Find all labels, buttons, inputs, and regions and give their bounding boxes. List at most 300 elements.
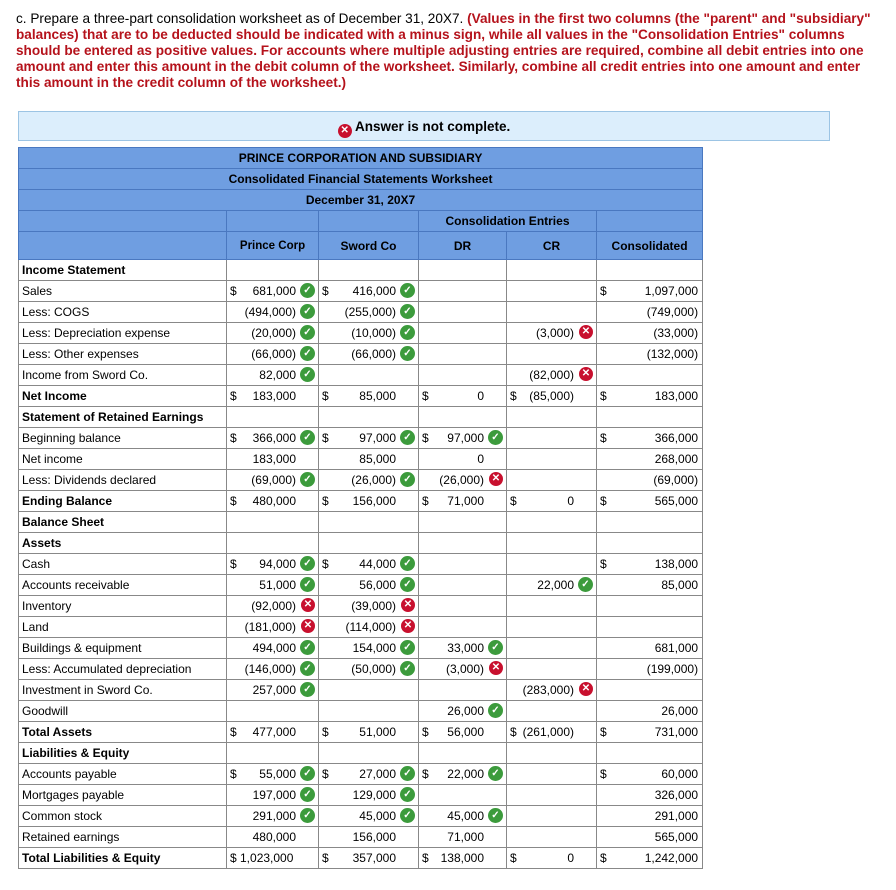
cell-value[interactable]: 197,000: [252, 788, 296, 802]
cell-dr: [419, 533, 507, 554]
cell-sword[interactable]: [319, 386, 419, 407]
cell-prince[interactable]: [227, 281, 319, 302]
cell-prince[interactable]: [227, 701, 319, 722]
cell-consolidated[interactable]: [597, 848, 703, 869]
cell-consolidated[interactable]: [597, 722, 703, 743]
worksheet-row: [19, 281, 703, 302]
check-circle-icon: ✓: [300, 808, 315, 823]
cell-prince: [227, 260, 319, 281]
cell-dr[interactable]: [419, 365, 507, 386]
cell-sword[interactable]: [319, 848, 419, 869]
cell-value[interactable]: (39,000): [351, 599, 396, 613]
row-label: Accounts receivable: [19, 575, 227, 596]
col-header-consolidated: Consolidated: [597, 232, 703, 260]
check-circle-icon: ✓: [488, 703, 503, 718]
row-label: Ending Balance: [19, 491, 227, 512]
cell-value: 480,000: [252, 494, 296, 508]
cell-prince[interactable]: [227, 638, 319, 659]
dollar-sign: $: [510, 851, 517, 865]
cell-prince[interactable]: [227, 764, 319, 785]
x-circle-icon: ✕: [489, 661, 503, 675]
cell-consolidated[interactable]: [597, 701, 703, 722]
cell-cr[interactable]: [507, 449, 597, 470]
cell-dr[interactable]: [419, 428, 507, 449]
cell-dr[interactable]: [419, 806, 507, 827]
cell-dr[interactable]: [419, 281, 507, 302]
dollar-sign: $: [422, 767, 429, 781]
x-circle-icon: ✕: [489, 472, 503, 486]
cell-value[interactable]: (283,000): [522, 683, 574, 697]
check-circle-icon: ✓: [300, 367, 315, 382]
cell-sword[interactable]: [319, 470, 419, 491]
cell-sword[interactable]: [319, 722, 419, 743]
worksheet-row: [19, 638, 703, 659]
cell-value[interactable]: (66,000): [351, 347, 396, 361]
check-circle-icon: ✓: [300, 766, 315, 781]
worksheet-row: [19, 554, 703, 575]
cell-value: 477,000: [252, 725, 296, 739]
dollar-sign: $: [600, 284, 607, 298]
cell-consolidated[interactable]: [597, 827, 703, 848]
worksheet-row: [19, 743, 703, 764]
dollar-sign: $: [230, 557, 237, 571]
cell-sword: [319, 743, 419, 764]
cell-value[interactable]: 97,000: [447, 431, 484, 445]
cell-sword[interactable]: [319, 680, 419, 701]
cell-value: 480,000: [252, 830, 296, 844]
cell-sword[interactable]: [319, 701, 419, 722]
check-circle-icon: ✓: [400, 283, 415, 298]
cell-value[interactable]: 416,000: [352, 284, 396, 298]
cell-value[interactable]: 138,000: [654, 557, 699, 571]
check-circle-icon: ✓: [400, 640, 415, 655]
cell-cr[interactable]: [507, 848, 597, 869]
cell-dr[interactable]: [419, 575, 507, 596]
worksheet-row: [19, 596, 703, 617]
worksheet-row: [19, 344, 703, 365]
cell-consolidated[interactable]: [597, 785, 703, 806]
cell-value[interactable]: (69,000): [251, 473, 296, 487]
row-label: Accounts payable: [19, 764, 227, 785]
dollar-sign: $: [510, 494, 517, 508]
row-label: Beginning balance: [19, 428, 227, 449]
cell-consolidated[interactable]: [597, 575, 703, 596]
cell-value: 183,000: [654, 389, 699, 403]
dollar-sign: $: [230, 284, 237, 298]
cell-dr[interactable]: [419, 701, 507, 722]
cell-value: 0: [477, 452, 484, 466]
dollar-sign: $: [600, 767, 607, 781]
cell-prince[interactable]: [227, 386, 319, 407]
cell-dr[interactable]: [419, 302, 507, 323]
cell-prince: [227, 533, 319, 554]
cell-dr[interactable]: [419, 470, 507, 491]
cell-dr[interactable]: [419, 848, 507, 869]
cell-consolidated[interactable]: [597, 659, 703, 680]
cell-dr[interactable]: [419, 554, 507, 575]
cell-sword[interactable]: [319, 554, 419, 575]
dollar-sign: $: [322, 431, 329, 445]
instructions-plain: c. Prepare a three-part consolidation worksheet as of December 31, 20X7.: [16, 11, 468, 26]
cell-prince[interactable]: [227, 449, 319, 470]
cell-cr[interactable]: [507, 764, 597, 785]
instructions-text: [16, 11, 878, 91]
row-label: Goodwill: [19, 701, 227, 722]
cell-value[interactable]: 22,000: [447, 767, 484, 781]
cell-value[interactable]: 26,000: [661, 704, 699, 718]
cell-cr[interactable]: [507, 428, 597, 449]
dollar-sign: $: [510, 389, 517, 403]
cell-cr: [507, 743, 597, 764]
check-circle-icon: ✓: [300, 346, 315, 361]
worksheet-row: [19, 806, 703, 827]
worksheet-row: [19, 785, 703, 806]
cell-dr[interactable]: [419, 680, 507, 701]
cell-cr[interactable]: [507, 827, 597, 848]
cell-prince: [227, 743, 319, 764]
consolidation-worksheet: [18, 147, 703, 869]
cell-dr[interactable]: [419, 659, 507, 680]
row-label: Mortgages payable: [19, 785, 227, 806]
cell-consolidated[interactable]: [597, 491, 703, 512]
row-label: Investment in Sword Co.: [19, 680, 227, 701]
row-label: Total Liabilities & Equity: [19, 848, 227, 869]
row-label: Less: Accumulated depreciation: [19, 659, 227, 680]
worksheet-date: December 31, 20X7: [19, 190, 703, 211]
cell-value[interactable]: (50,000): [351, 662, 396, 676]
cell-value[interactable]: (92,000): [251, 599, 296, 613]
row-label: Common stock: [19, 806, 227, 827]
cell-value[interactable]: 33,000: [447, 641, 484, 655]
cell-value[interactable]: 326,000: [654, 788, 699, 802]
cell-prince[interactable]: [227, 785, 319, 806]
cell-value[interactable]: (69,000): [653, 473, 699, 487]
check-circle-icon: ✓: [300, 430, 315, 445]
cell-cr[interactable]: [507, 575, 597, 596]
cell-value: 85,000: [359, 389, 396, 403]
cell-cr[interactable]: [507, 470, 597, 491]
row-label: Less: Depreciation expense: [19, 323, 227, 344]
dollar-sign: $: [322, 767, 329, 781]
answer-status-text: Answer is not complete.: [354, 119, 511, 134]
cell-cr[interactable]: [507, 365, 597, 386]
cell-dr[interactable]: [419, 827, 507, 848]
cell-value[interactable]: 27,000: [359, 767, 396, 781]
cell-value[interactable]: 94,000: [259, 557, 296, 571]
cell-value: 565,000: [654, 830, 699, 844]
cell-prince[interactable]: [227, 722, 319, 743]
cell-dr[interactable]: [419, 764, 507, 785]
row-label: Sales: [19, 281, 227, 302]
cell-dr[interactable]: [419, 617, 507, 638]
worksheet-row: [19, 659, 703, 680]
cell-value[interactable]: 681,000: [252, 284, 296, 298]
cell-sword[interactable]: [319, 449, 419, 470]
worksheet-row: [19, 617, 703, 638]
cell-consolidated[interactable]: [597, 680, 703, 701]
worksheet-row: [19, 386, 703, 407]
cell-value[interactable]: (146,000): [244, 662, 296, 676]
cell-prince[interactable]: [227, 659, 319, 680]
cell-value: 85,000: [359, 452, 396, 466]
dollar-sign: $: [600, 389, 607, 403]
cell-consolidated[interactable]: [597, 806, 703, 827]
cell-prince[interactable]: [227, 617, 319, 638]
cell-cr[interactable]: [507, 638, 597, 659]
check-circle-icon: ✓: [400, 430, 415, 445]
cell-cr[interactable]: [507, 323, 597, 344]
worksheet-row: [19, 512, 703, 533]
cell-sword[interactable]: [319, 281, 419, 302]
cell-value: (85,000): [529, 389, 574, 403]
cell-sword[interactable]: [319, 596, 419, 617]
col-header-dr: DR: [419, 232, 507, 260]
cell-value[interactable]: (749,000): [646, 305, 699, 319]
row-label: Total Assets: [19, 722, 227, 743]
cell-dr[interactable]: [419, 449, 507, 470]
check-circle-icon: ✓: [400, 577, 415, 592]
cell-prince[interactable]: [227, 302, 319, 323]
cell-prince[interactable]: [227, 848, 319, 869]
cell-consolidated[interactable]: [597, 428, 703, 449]
x-circle-icon: ✕: [579, 367, 593, 381]
cell-consolidated[interactable]: [597, 554, 703, 575]
check-circle-icon: ✓: [400, 304, 415, 319]
worksheet-subtitle: Consolidated Financial Statements Worksheet: [19, 169, 703, 190]
cell-cr[interactable]: [507, 701, 597, 722]
cell-cr[interactable]: [507, 554, 597, 575]
cell-value[interactable]: 56,000: [359, 578, 396, 592]
cell-value[interactable]: (26,000): [351, 473, 396, 487]
cell-value[interactable]: 366,000: [252, 431, 296, 445]
cell-sword[interactable]: [319, 365, 419, 386]
cell-value[interactable]: 55,000: [259, 767, 296, 781]
cell-value[interactable]: (20,000): [251, 326, 296, 340]
cell-prince[interactable]: [227, 344, 319, 365]
cell-consolidated[interactable]: [597, 638, 703, 659]
dollar-sign: $: [422, 725, 429, 739]
cell-cr[interactable]: [507, 617, 597, 638]
cell-sword[interactable]: [319, 491, 419, 512]
cell-sword: [319, 260, 419, 281]
check-circle-icon: ✓: [488, 766, 503, 781]
cell-prince[interactable]: [227, 428, 319, 449]
cell-consolidated[interactable]: [597, 596, 703, 617]
cell-value[interactable]: (181,000): [244, 620, 296, 634]
cell-cr[interactable]: [507, 722, 597, 743]
cell-sword[interactable]: [319, 764, 419, 785]
cell-cr[interactable]: [507, 281, 597, 302]
row-label: Land: [19, 617, 227, 638]
cell-value[interactable]: 45,000: [359, 809, 396, 823]
cell-consolidated[interactable]: [597, 470, 703, 491]
worksheet-row: [19, 491, 703, 512]
x-circle-icon: ✕: [338, 124, 352, 138]
cell-consolidated[interactable]: [597, 617, 703, 638]
cell-value[interactable]: (3,000): [445, 662, 484, 676]
col-header-prince: Prince Corp: [227, 232, 319, 260]
cell-prince[interactable]: [227, 491, 319, 512]
dollar-sign: $: [230, 431, 237, 445]
worksheet-row: [19, 323, 703, 344]
cell-cr[interactable]: [507, 386, 597, 407]
cell-value[interactable]: (255,000): [344, 305, 396, 319]
cell-value[interactable]: 257,000: [252, 683, 296, 697]
check-circle-icon: ✓: [300, 682, 315, 697]
row-label: Net Income: [19, 386, 227, 407]
check-circle-icon: ✓: [300, 787, 315, 802]
cell-prince[interactable]: [227, 554, 319, 575]
cell-cr[interactable]: [507, 680, 597, 701]
cell-cr[interactable]: [507, 806, 597, 827]
cell-value[interactable]: 681,000: [654, 641, 699, 655]
row-label: Assets: [19, 533, 227, 554]
cell-value[interactable]: (66,000): [251, 347, 296, 361]
cell-consolidated[interactable]: [597, 344, 703, 365]
cell-value[interactable]: 154,000: [352, 641, 396, 655]
cell-cr[interactable]: [507, 659, 597, 680]
cell-sword[interactable]: [319, 575, 419, 596]
cell-dr[interactable]: [419, 386, 507, 407]
cell-dr[interactable]: [419, 638, 507, 659]
cell-cr[interactable]: [507, 344, 597, 365]
worksheet-row: [19, 260, 703, 281]
cell-value[interactable]: (132,000): [646, 347, 699, 361]
cell-value[interactable]: (26,000): [439, 473, 484, 487]
worksheet-row: [19, 764, 703, 785]
check-circle-icon: ✓: [300, 556, 315, 571]
cell-sword[interactable]: [319, 344, 419, 365]
cell-value[interactable]: 1,097,000: [644, 284, 699, 298]
worksheet-row: [19, 701, 703, 722]
cell-value[interactable]: 129,000: [352, 788, 396, 802]
cell-value: 1,242,000: [644, 851, 699, 865]
cell-cr: [507, 533, 597, 554]
cell-dr[interactable]: [419, 722, 507, 743]
cell-value[interactable]: 51,000: [259, 578, 296, 592]
cell-consolidated[interactable]: [597, 764, 703, 785]
cell-value[interactable]: 97,000: [359, 431, 396, 445]
cell-value: 0: [567, 851, 574, 865]
cell-value: 156,000: [352, 830, 396, 844]
check-circle-icon: ✓: [300, 283, 315, 298]
cell-dr: [419, 407, 507, 428]
cell-consolidated[interactable]: [597, 386, 703, 407]
consolidation-entries-header: Consolidation Entries: [419, 211, 597, 232]
cell-prince[interactable]: [227, 827, 319, 848]
worksheet-row: [19, 722, 703, 743]
dollar-sign: $: [322, 284, 329, 298]
cell-dr[interactable]: [419, 323, 507, 344]
cell-value[interactable]: (114,000): [345, 620, 396, 634]
dollar-sign: $: [600, 557, 607, 571]
cell-sword[interactable]: [319, 659, 419, 680]
row-label: Statement of Retained Earnings: [19, 407, 227, 428]
cell-dr[interactable]: [419, 491, 507, 512]
cell-consolidated: [597, 743, 703, 764]
cell-sword[interactable]: [319, 827, 419, 848]
cell-value[interactable]: 494,000: [252, 641, 296, 655]
answer-status-banner: [18, 111, 830, 141]
cell-consolidated[interactable]: [597, 302, 703, 323]
dollar-sign: $: [322, 725, 329, 739]
cell-value[interactable]: 291,000: [654, 809, 699, 823]
cell-dr[interactable]: [419, 596, 507, 617]
cell-prince[interactable]: [227, 365, 319, 386]
cell-sword: [319, 533, 419, 554]
cell-cr[interactable]: [507, 491, 597, 512]
check-circle-icon: ✓: [300, 325, 315, 340]
cell-sword[interactable]: [319, 428, 419, 449]
cell-consolidated[interactable]: [597, 323, 703, 344]
cell-value[interactable]: 22,000: [537, 578, 574, 592]
cell-sword[interactable]: [319, 785, 419, 806]
check-circle-icon: ✓: [300, 640, 315, 655]
cell-consolidated[interactable]: [597, 449, 703, 470]
cell-prince[interactable]: [227, 470, 319, 491]
dollar-sign: $: [600, 851, 607, 865]
cell-value: 156,000: [352, 494, 396, 508]
cell-value[interactable]: (199,000): [646, 662, 699, 676]
cell-dr[interactable]: [419, 785, 507, 806]
cell-sword[interactable]: [319, 323, 419, 344]
cell-prince[interactable]: [227, 575, 319, 596]
cell-value[interactable]: (3,000): [535, 326, 574, 340]
cell-value[interactable]: 291,000: [252, 809, 296, 823]
x-circle-icon: ✕: [401, 619, 415, 633]
cell-sword[interactable]: [319, 806, 419, 827]
check-circle-icon: ✓: [488, 430, 503, 445]
cell-value: $ 1,023,000: [230, 851, 294, 865]
cell-value[interactable]: 45,000: [447, 809, 484, 823]
dollar-sign: $: [600, 431, 607, 445]
cell-value[interactable]: (82,000): [529, 368, 574, 382]
col-header-sword: Sword Co: [319, 232, 419, 260]
cell-sword[interactable]: [319, 638, 419, 659]
cell-cr[interactable]: [507, 596, 597, 617]
cell-prince[interactable]: [227, 596, 319, 617]
cell-cr[interactable]: [507, 785, 597, 806]
cell-sword[interactable]: [319, 302, 419, 323]
cell-consolidated[interactable]: [597, 365, 703, 386]
cell-prince[interactable]: [227, 323, 319, 344]
cell-value: 357,000: [352, 851, 396, 865]
cell-prince[interactable]: [227, 806, 319, 827]
cell-dr[interactable]: [419, 344, 507, 365]
cell-cr[interactable]: [507, 302, 597, 323]
check-circle-icon: ✓: [400, 556, 415, 571]
cell-prince[interactable]: [227, 680, 319, 701]
cell-prince: [227, 512, 319, 533]
cell-value[interactable]: (494,000): [244, 305, 296, 319]
row-label: Less: Dividends declared: [19, 470, 227, 491]
cell-value[interactable]: 44,000: [359, 557, 396, 571]
cell-value[interactable]: (10,000): [351, 326, 396, 340]
cell-value[interactable]: 82,000: [259, 368, 296, 382]
cell-value[interactable]: 366,000: [654, 431, 699, 445]
cell-value[interactable]: 60,000: [661, 767, 699, 781]
cell-value[interactable]: 85,000: [661, 578, 699, 592]
cell-cr: [507, 512, 597, 533]
check-circle-icon: ✓: [578, 577, 593, 592]
cell-dr: [419, 743, 507, 764]
cell-sword[interactable]: [319, 617, 419, 638]
cell-consolidated[interactable]: [597, 281, 703, 302]
row-label: Less: COGS: [19, 302, 227, 323]
row-label: Less: Other expenses: [19, 344, 227, 365]
cell-value[interactable]: 26,000: [447, 704, 484, 718]
cell-value[interactable]: (33,000): [653, 326, 699, 340]
